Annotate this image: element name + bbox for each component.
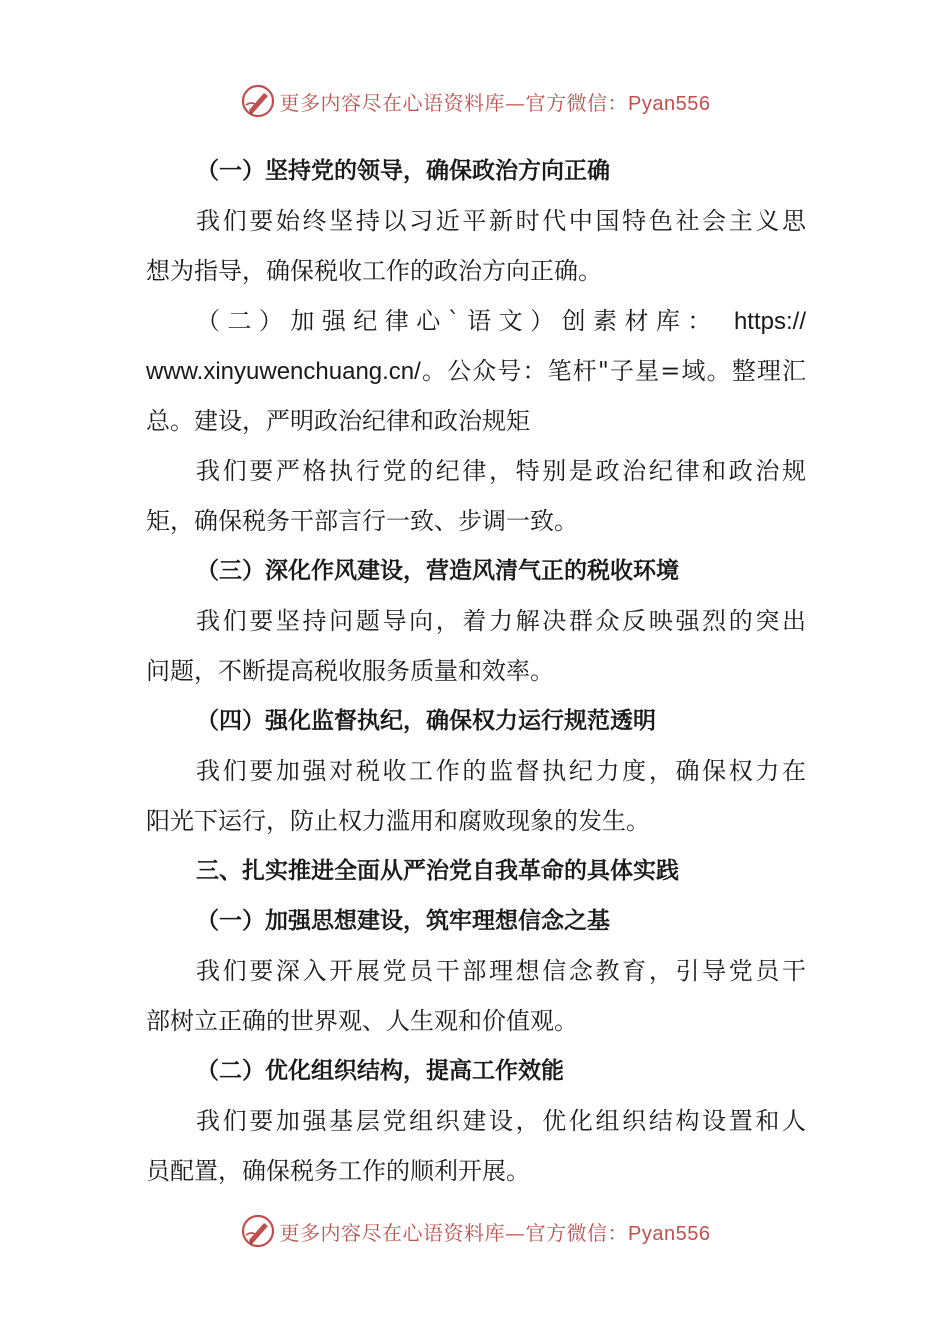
heading-4: （四）强化监督执纪，确保权力运行规范透明 [196,708,656,734]
paragraph-line: 我们要坚持问题导向，着力解决群众反映强烈的突出 [196,607,806,635]
watermark-banner-top [0,76,950,126]
watermark-text: 更多内容尽在心语资料库—官方微信：Pyan556 [279,90,711,115]
watermark-text: 更多内容尽在心语资料库—官方微信：Pyan556 [279,1220,711,1245]
paragraph-line: 我们要始终坚持以习近平新时代中国特色社会主义思 [196,207,806,235]
paragraph-line: 我们要深入开展党员干部理想信念教育，引导党员干 [196,957,806,985]
section-3-heading-1: （一）加强思想建设，筑牢理想信念之基 [196,908,610,934]
heading-2-line: 总。建设，严明政治纪律和政治规矩 [146,407,530,435]
url-text[interactable]: https:// [733,308,806,335]
section-3-title: 三、扎实推进全面从严治党自我革命的具体实践 [196,858,679,884]
pen-logo-icon [240,1213,276,1249]
watermark-banner-bottom [0,1206,950,1256]
heading-2-line: （二）加强纪律心`语文）创素材库： https:// [196,307,806,335]
heading-1: （一）坚持党的领导，确保政治方向正确 [196,158,610,184]
heading-3: （三）深化作风建设，营造风清气正的税收环境 [196,558,679,584]
url-text[interactable]: www.xinyuwenchuang.cn/ [146,358,421,385]
paragraph-line: 矩，确保税务干部言行一致、步调一致。 [146,507,578,535]
paragraph-line: 想为指导，确保税收工作的政治方向正确。 [146,257,602,285]
pen-logo-icon [240,83,276,119]
paragraph-line: 问题，不断提高税收服务质量和效率。 [146,657,554,685]
document-body [146,146,806,1196]
section-3-heading-2: （二）优化组织结构，提高工作效能 [196,1058,564,1084]
paragraph-line: 我们要加强基层党组织建设，优化组织结构设置和人 [196,1107,806,1135]
heading-2-line: www.xinyuwenchuang.cn/。公众号：笔杆"子星=域。整理汇 [146,357,806,385]
paragraph-line: 我们要严格执行党的纪律，特别是政治纪律和政治规 [196,457,806,485]
paragraph-line: 员配置，确保税务工作的顺利开展。 [146,1157,530,1185]
paragraph-line: 部树立正确的世界观、人生观和价值观。 [146,1007,578,1035]
paragraph-line: 阳光下运行，防止权力滥用和腐败现象的发生。 [146,807,650,835]
paragraph-line: 我们要加强对税收工作的监督执纪力度，确保权力在 [196,757,806,785]
